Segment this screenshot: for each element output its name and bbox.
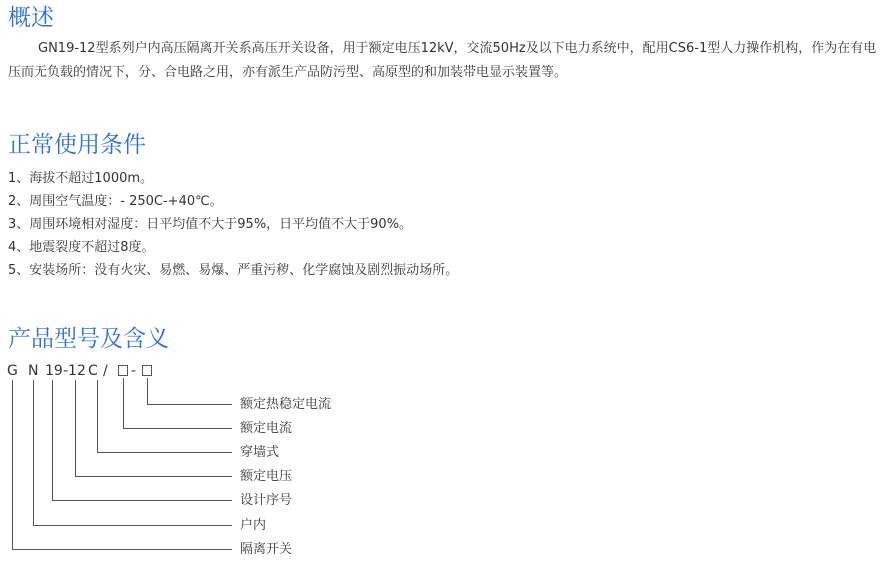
code-part-dash: - — [131, 363, 137, 379]
condition-item: 3、周围环境相对湿度：日平均值不大于95%，日平均值不大于90%。 — [8, 217, 413, 232]
condition-item: 4、地震裂度不超过8度。 — [8, 240, 155, 255]
label-design-number: 设计序号 — [240, 493, 293, 508]
condition-item: 5、安装场所：没有火灾、易燃、易爆、严重污秽、化学腐蚀及剧烈振动场所。 — [8, 263, 459, 278]
label-disconnector: 隔离开关 — [240, 542, 293, 557]
code-part-n: N — [28, 363, 39, 379]
condition-item: 1、海拔不超过1000m。 — [8, 171, 154, 186]
condition-item: 2、周围空气温度：- 250C-+40℃。 — [8, 194, 223, 209]
label-indoor: 户内 — [240, 518, 267, 533]
code-part-series: 19 — [45, 363, 63, 379]
overview-heading: 概述 — [8, 5, 54, 31]
conditions-heading: 正常使用条件 — [8, 132, 146, 158]
model-heading: 产品型号及含义 — [8, 326, 169, 352]
code-part-voltage: -12 — [63, 363, 86, 379]
label-rated-current: 额定电流 — [240, 421, 293, 436]
code-part-slash: / — [103, 363, 108, 379]
code-part-c: C — [88, 363, 98, 379]
label-rated-thermal-current: 额定热稳定电流 — [240, 397, 332, 412]
overview-paragraph: GN19-12型系列户内高压隔离开关系高压开关设备，用于额定电压12kV，交流50Hz及以下电力系统中，配用CS6-1型人力操作机构，作为在有电压而无负载的情况下，分、合电路之用，亦有派生产品防污型、高原型的和加装带电显示装置等。 — [8, 41, 877, 80]
code-part-g: G — [7, 363, 18, 379]
label-rated-voltage: 额定电压 — [240, 469, 293, 484]
label-wall-type: 穿墙式 — [240, 445, 280, 460]
